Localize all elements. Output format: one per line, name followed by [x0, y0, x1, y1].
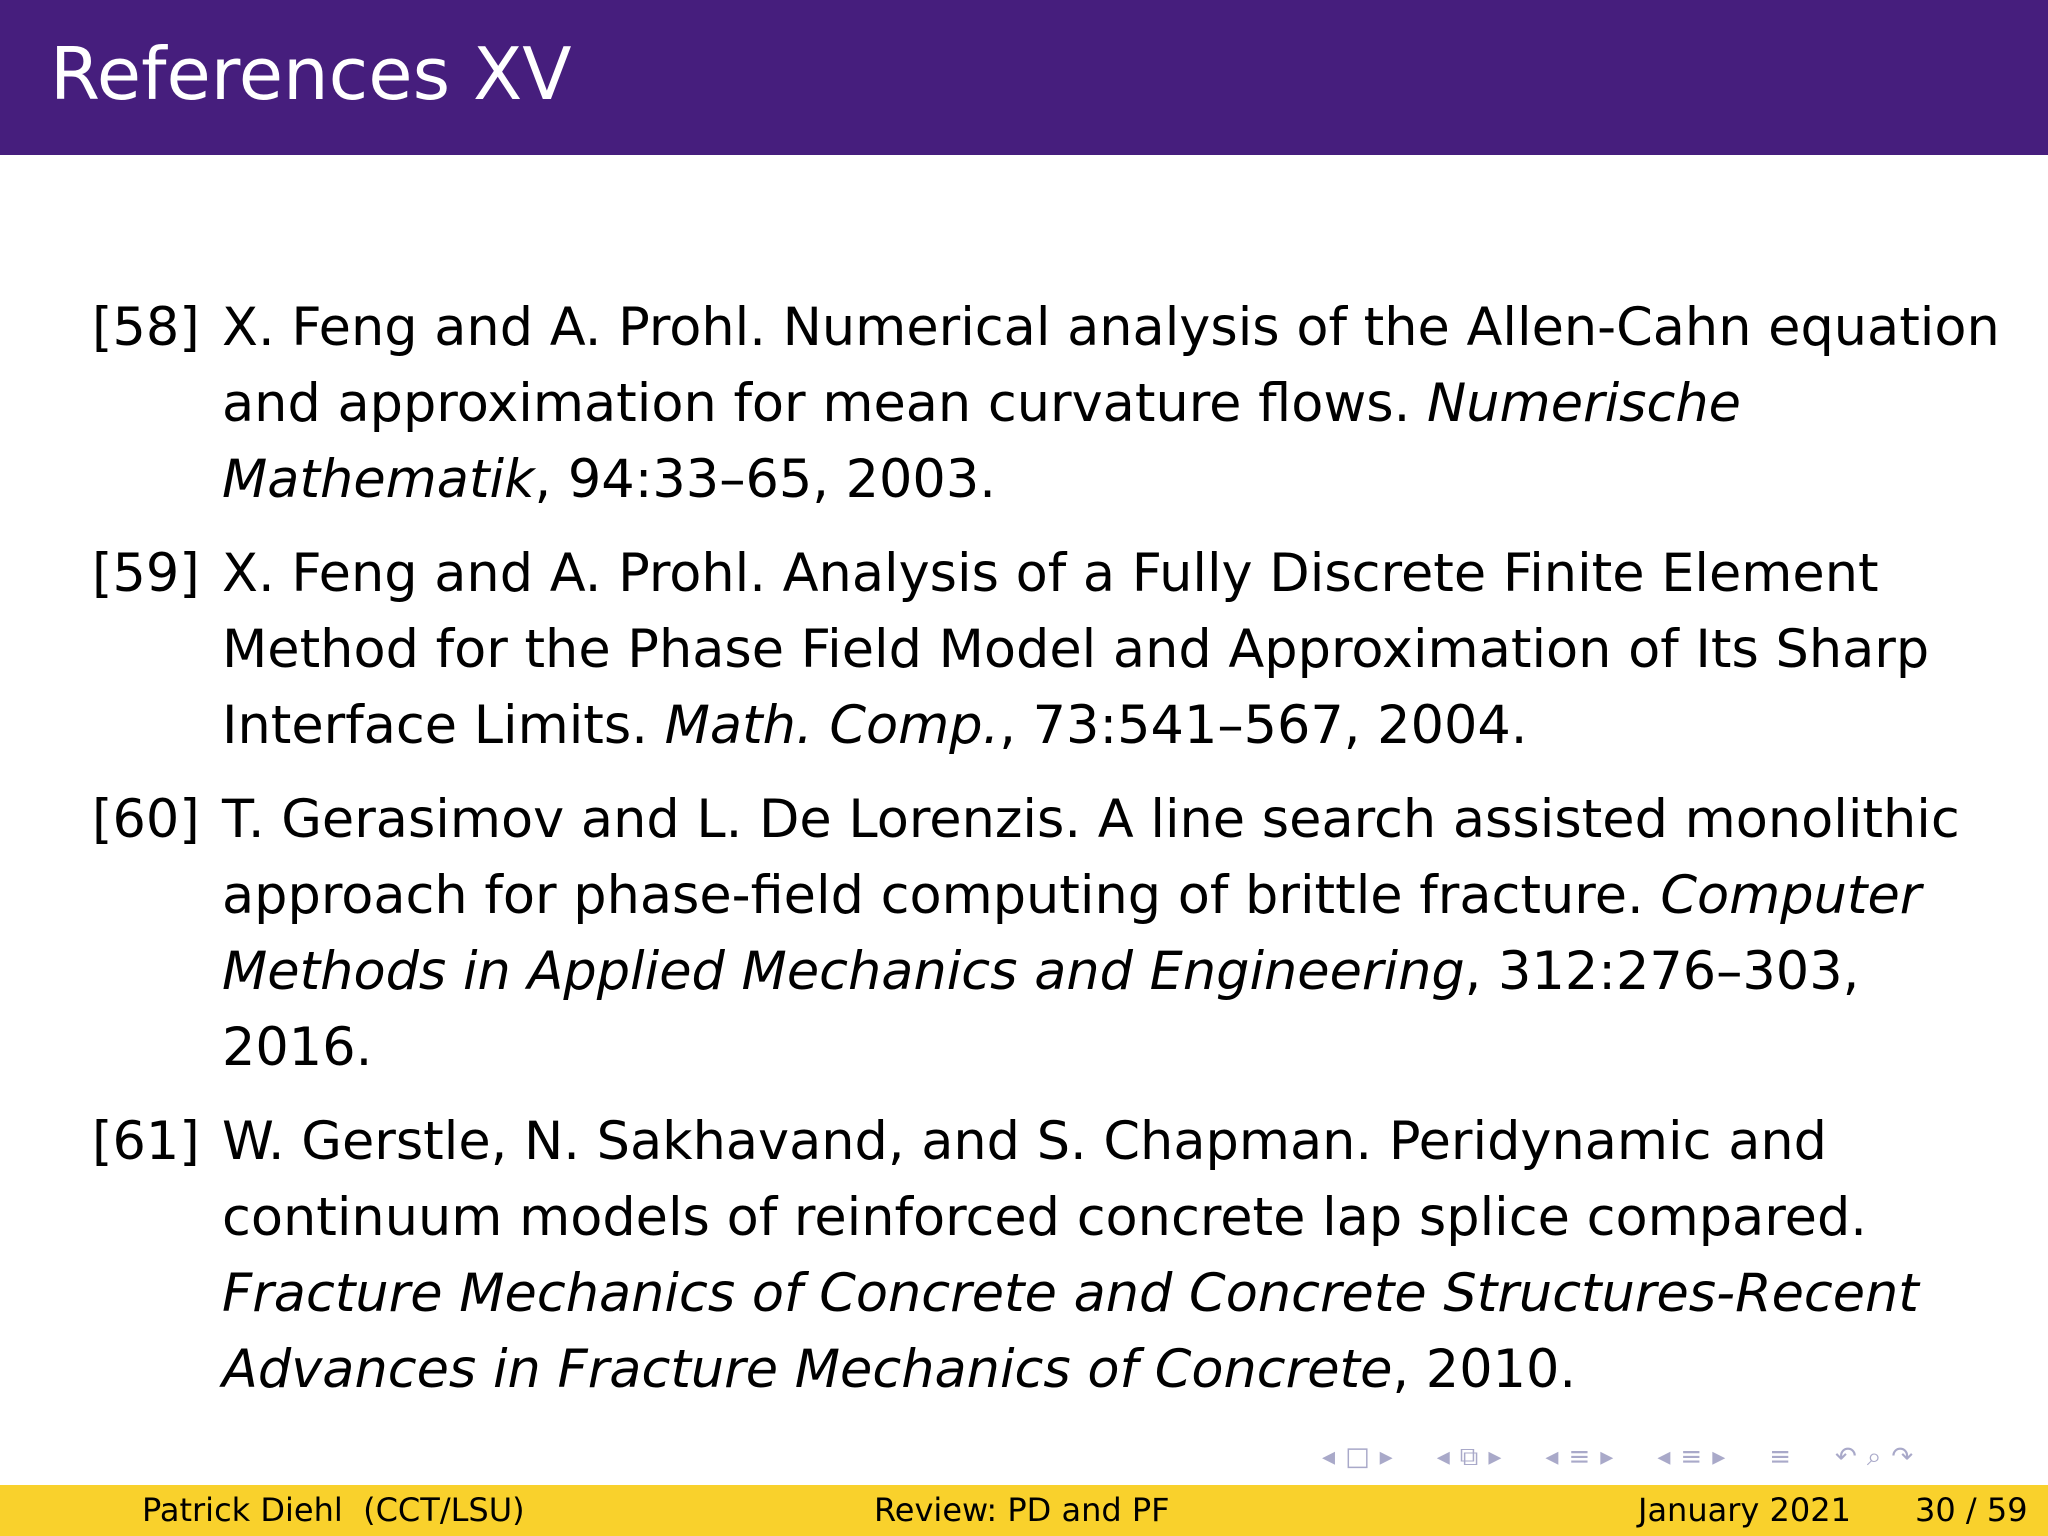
prev-frame-icon[interactable]: ◂	[1322, 1442, 1336, 1472]
reference-title: A line search assisted monolithic approach for phase-field computing of brittle fracture.	[222, 789, 1960, 926]
reference-label: [61]	[92, 1111, 200, 1172]
reference-details: , 73:541–567, 2004.	[999, 695, 1528, 756]
reference-authors: X. Feng and A. Prohl.	[222, 297, 766, 358]
reference-journal: Math. Comp.	[664, 695, 1000, 756]
frame-title: References XV	[50, 32, 572, 116]
next-frame-icon[interactable]: ▸	[1379, 1442, 1393, 1472]
reference-journal: Computer Methods in Applied Mechanics and Engineering	[222, 865, 1922, 1002]
footer-author: Patrick Diehl (CCT/LSU)	[142, 1491, 525, 1529]
reference-title: Analysis of a Fully Discrete Finite Element Method for the Phase Field Model and Approximation of Its Sharp Interface Limits.	[222, 543, 1930, 756]
prev-section-icon[interactable]: ◂	[1545, 1442, 1559, 1472]
reference-details: , 312:276–303, 2016.	[222, 941, 1860, 1078]
search-icon[interactable]: ⌕	[1866, 1441, 1882, 1472]
prev-slide-icon[interactable]: ◂	[1657, 1442, 1671, 1472]
reference-title: Numerical analysis of the Allen-Cahn equation and approximation for mean curvature flows.	[222, 297, 2000, 434]
reference-details: , 94:33–65, 2003.	[534, 449, 996, 510]
reference-authors: X. Feng and A. Prohl.	[222, 543, 766, 604]
subsection-icon[interactable]: ⧉	[1459, 1441, 1479, 1472]
reference-authors: W. Gerstle, N. Sakhavand, and S. Chapman.	[222, 1111, 1373, 1172]
next-slide-icon[interactable]: ▸	[1712, 1442, 1726, 1472]
title-bar	[0, 0, 2048, 155]
align-icon[interactable]: ≡	[1680, 1442, 1703, 1472]
footer-title: Review: PD and PF	[874, 1491, 1170, 1529]
reference-label: [60]	[92, 789, 200, 850]
reference-list	[92, 290, 2012, 1426]
reference-authors: T. Gerasimov and L. De Lorenzis.	[222, 789, 1082, 850]
undo-icon[interactable]: ↶	[1835, 1442, 1857, 1472]
footer-page-number: 30 / 59	[1915, 1491, 2028, 1529]
reference-label: [59]	[92, 543, 200, 604]
reference-journal: Fracture Mechanics of Concrete and Concrete Structures-Recent Advances in Fracture Mechanics of Concrete	[222, 1263, 1919, 1400]
frame-box-icon[interactable]: □	[1345, 1442, 1370, 1472]
redo-icon[interactable]: ↷	[1891, 1442, 1914, 1472]
prev-subsection-icon[interactable]: ◂	[1436, 1442, 1450, 1472]
reference-item	[92, 536, 2012, 764]
footer-date: January 2021	[1638, 1491, 1851, 1529]
reference-title: Peridynamic and continuum models of reinforced concrete lap splice compared.	[222, 1111, 1867, 1248]
reference-details: , 2010.	[1392, 1339, 1577, 1400]
reference-item	[92, 1104, 2012, 1408]
menu-icon[interactable]: ≡	[1769, 1442, 1792, 1472]
next-subsection-icon[interactable]: ▸	[1488, 1442, 1502, 1472]
reference-journal: Numerische Mathematik	[222, 373, 1741, 510]
beamer-navigation	[1322, 1440, 1923, 1474]
section-icon[interactable]: ≡	[1568, 1442, 1591, 1472]
reference-item	[92, 290, 2012, 518]
reference-item	[92, 782, 2012, 1086]
footer-bar	[0, 1485, 2048, 1536]
reference-label: [58]	[92, 297, 200, 358]
next-section-icon[interactable]: ▸	[1600, 1442, 1614, 1472]
